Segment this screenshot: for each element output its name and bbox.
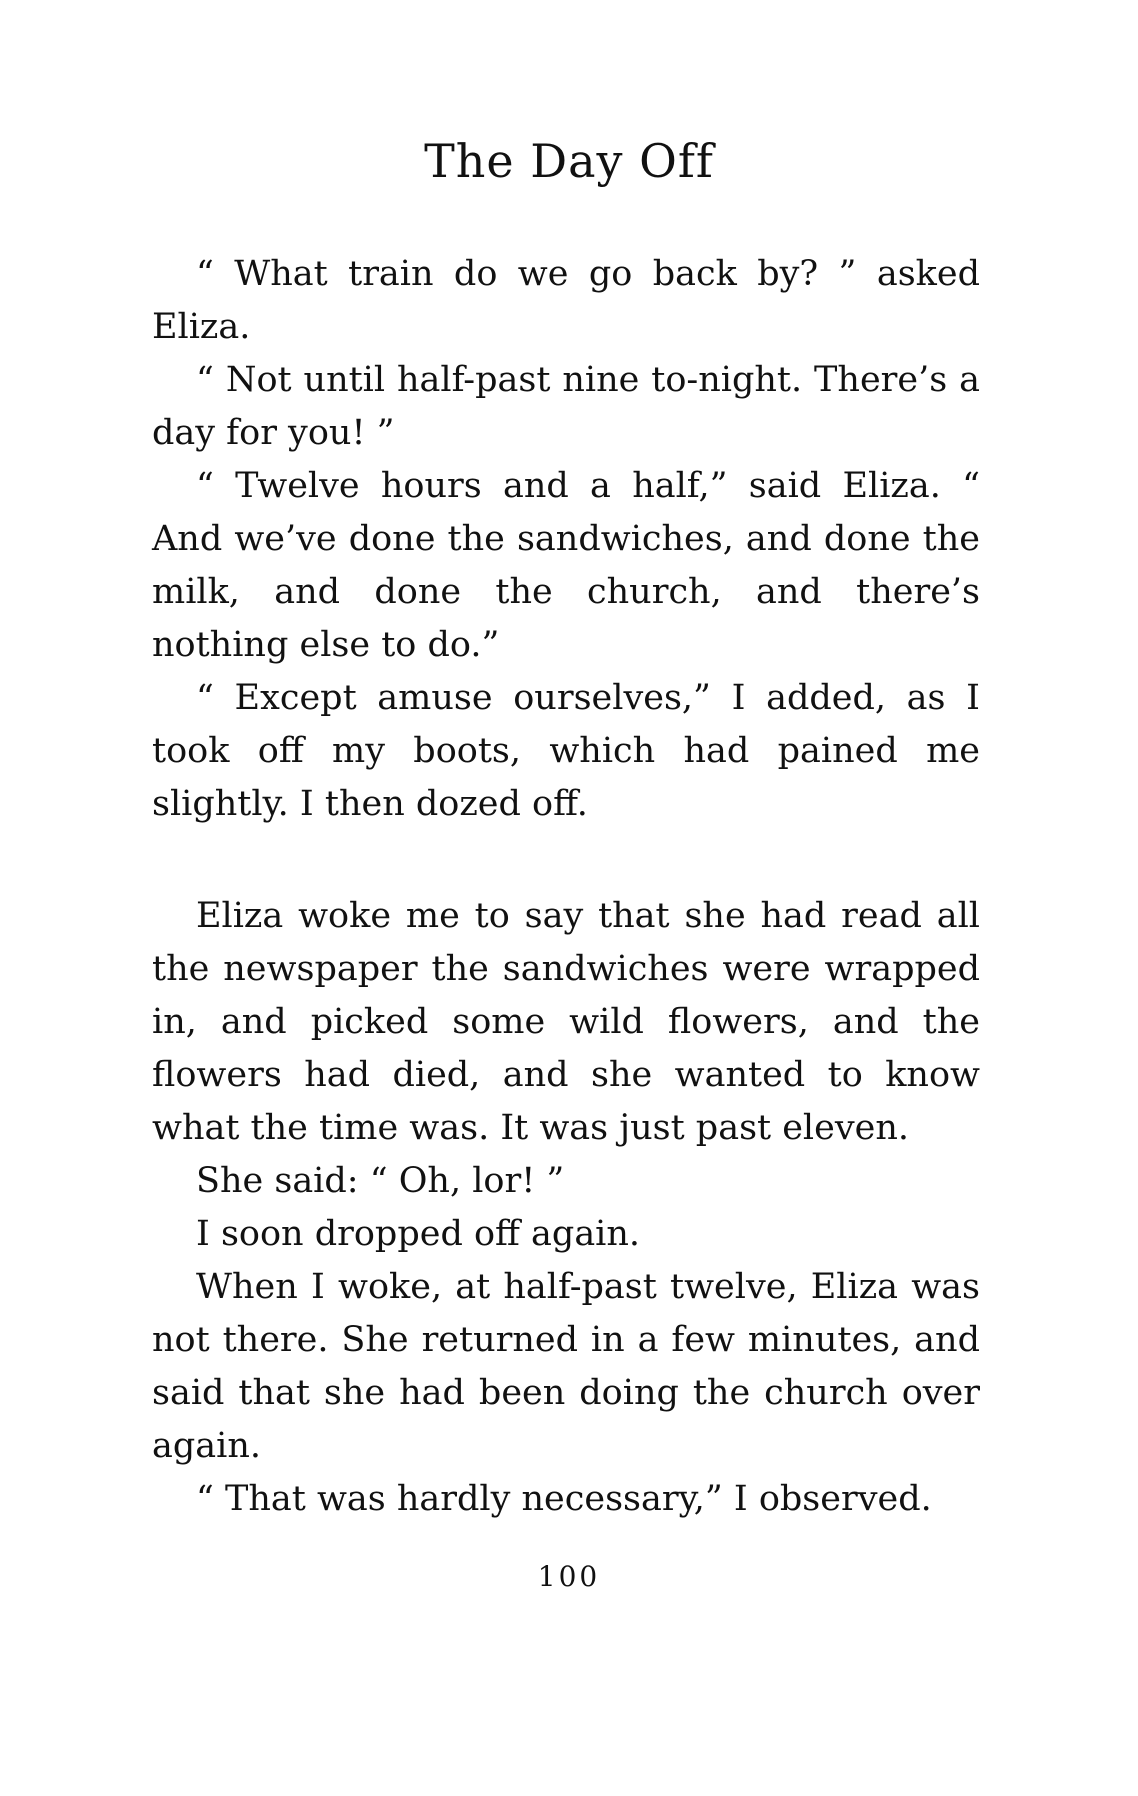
paragraph: “ That was hardly necessary,” I observed. (196, 1479, 932, 1519)
paragraph: “ Twelve hours and a half,” said Eliza. “ And we’ve done the sandwiches, and done the milk, and done the church, and there’s nothing else to do.” (152, 466, 980, 665)
paragraph: “ What train do we go back by? ” asked Eliza. (152, 254, 980, 347)
paragraph: She said: “ Oh, lor! ” (196, 1161, 565, 1201)
text-section-1 (152, 248, 980, 831)
paragraph: “ Except amuse ourselves,” I added, as I took off my boots, which had pained me slightly. I then dozed off. (152, 678, 980, 824)
paragraph: “ Not until half-past nine to-night. There’s a day for you! ” (152, 360, 980, 453)
page-number: 100 (537, 1560, 601, 1593)
paragraph: Eliza woke me to say that she had read all the newspaper the sandwiches were wrapped in, and picked some wild flowers, and the flowers had died, and she wanted to know what the time was. It was just past eleven. (152, 896, 980, 1148)
text-section-2 (152, 890, 980, 1526)
running-head: The Day Off (424, 134, 714, 188)
paragraph: When I woke, at half-past twelve, Eliza was not there. She returned in a few minutes, and said that she had been doing the church over again. (152, 1267, 980, 1466)
paragraph: I soon dropped off again. (196, 1214, 641, 1254)
